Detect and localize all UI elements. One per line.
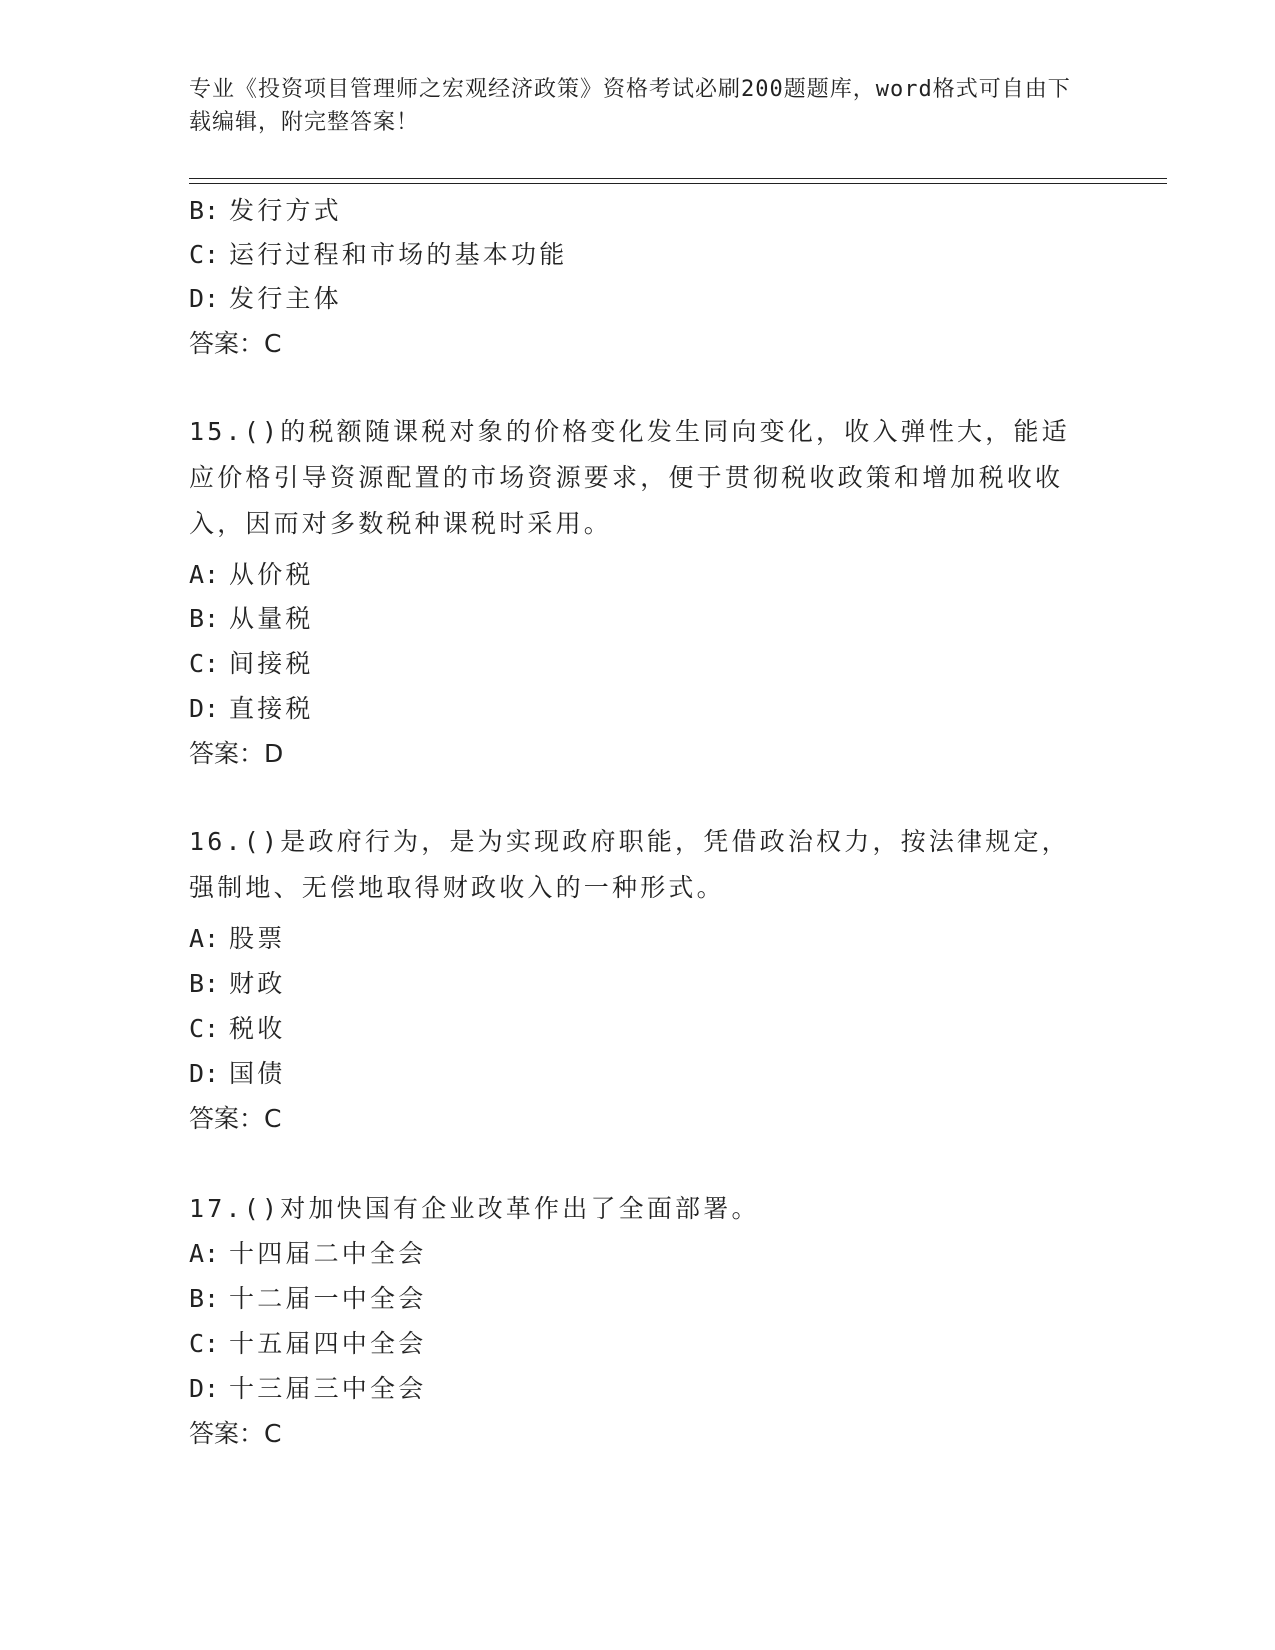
option-text: 直接税 <box>229 694 314 723</box>
option-text: 运行过程和市场的基本功能 <box>229 240 568 269</box>
option-text: 十三届三中全会 <box>229 1374 427 1403</box>
option-text: 股票 <box>229 924 286 953</box>
header-divider-bottom <box>189 183 1167 184</box>
q15-stem: 15.()的税额随课税对象的价格变化发生同向变化，收入弹性大，能适应价格引导资源配置的市场资源要求，便于贯彻税收政策和增加税收收入，因而对多数税种课税时采用。 <box>189 417 1070 538</box>
q14-option-c <box>189 240 567 270</box>
q16-option-b <box>189 969 285 999</box>
q16-option-c <box>189 1014 285 1044</box>
q17-option-d <box>189 1374 426 1404</box>
q17-answer: 答案：C <box>189 1419 282 1448</box>
option-text: 财政 <box>229 969 286 998</box>
option-label: C: <box>189 1329 220 1358</box>
option-label: C: <box>189 240 220 269</box>
option-text: 十五届四中全会 <box>229 1329 427 1358</box>
q14-option-d <box>189 284 342 314</box>
q14-answer: 答案：C <box>189 329 282 358</box>
option-label: A: <box>189 924 220 953</box>
q15-option-d <box>189 694 314 724</box>
q15-option-b <box>189 604 314 634</box>
option-text: 从价税 <box>229 560 314 589</box>
q16-option-d <box>189 1059 285 1089</box>
q15-option-c <box>189 649 314 679</box>
option-text: 国债 <box>229 1059 286 1088</box>
q16-answer: 答案：C <box>189 1104 282 1133</box>
option-text: 税收 <box>229 1014 286 1043</box>
option-label: D: <box>189 1374 220 1403</box>
option-label: D: <box>189 284 220 313</box>
option-label: B: <box>189 1284 220 1313</box>
option-text: 间接税 <box>229 649 314 678</box>
q14-option-b <box>189 196 342 226</box>
option-text: 从量税 <box>229 604 314 633</box>
option-label: B: <box>189 196 220 225</box>
q17-stem: 17.()对加快国有企业改革作出了全面部署。 <box>189 1194 760 1223</box>
option-label: B: <box>189 969 220 998</box>
option-label: A: <box>189 560 220 589</box>
q17-option-c <box>189 1329 426 1359</box>
option-label: D: <box>189 694 220 723</box>
q15-answer: 答案：D <box>189 739 284 768</box>
option-text: 发行方式 <box>229 196 342 225</box>
option-label: D: <box>189 1059 220 1088</box>
document-header: 专业《投资项目管理师之宏观经济政策》资格考试必刷200题题库，word格式可自由下载编辑，附完整答案！ <box>189 77 1071 135</box>
q15-option-a <box>189 560 314 590</box>
option-text: 发行主体 <box>229 284 342 313</box>
q16-option-a <box>189 924 285 954</box>
option-label: B: <box>189 604 220 633</box>
q16-stem: 16.()是政府行为，是为实现政府职能，凭借政治权力，按法律规定，强制地、无偿地取得财政收入的一种形式。 <box>189 827 1070 902</box>
option-label: A: <box>189 1239 220 1268</box>
option-text: 十四届二中全会 <box>229 1239 427 1268</box>
header-divider-top <box>189 178 1167 179</box>
q17-option-a <box>189 1239 426 1269</box>
q17-option-b <box>189 1284 426 1314</box>
option-text: 十二届一中全会 <box>229 1284 427 1313</box>
option-label: C: <box>189 649 220 678</box>
option-label: C: <box>189 1014 220 1043</box>
